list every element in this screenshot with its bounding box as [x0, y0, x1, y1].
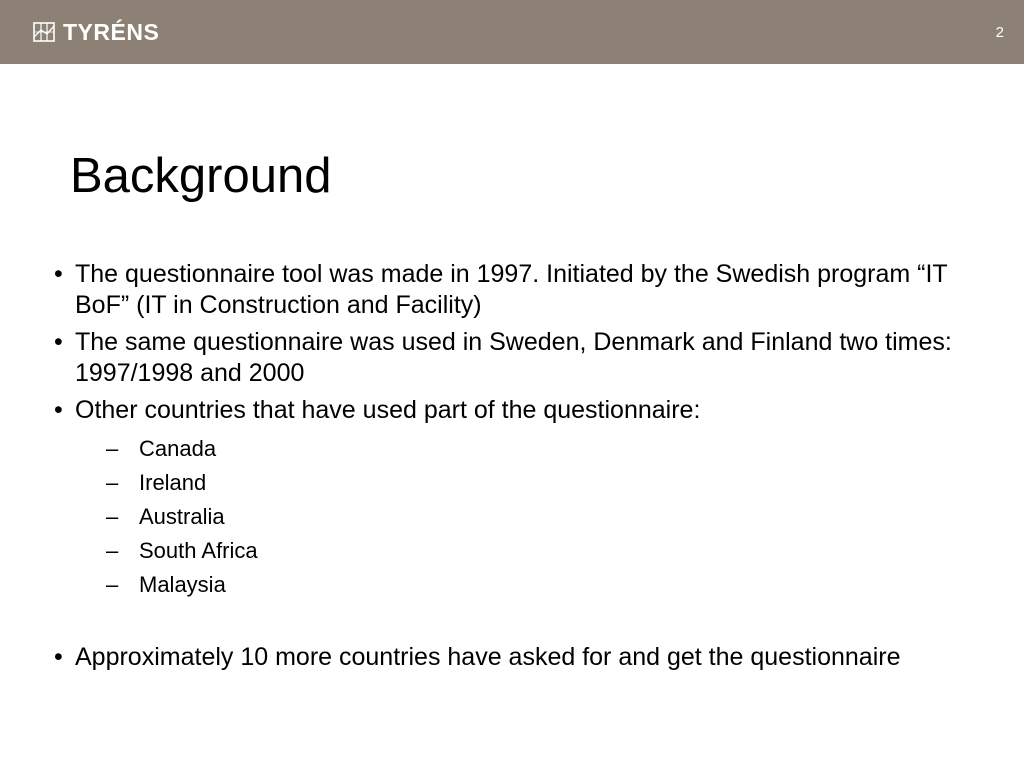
bullet-item: • Approximately 10 more countries have asked for and get the questionnaire — [54, 642, 974, 673]
slide-content — [54, 259, 974, 679]
country-item: – Canada — [54, 432, 974, 466]
page-number: 2 — [995, 24, 1004, 41]
slide-title: Background — [70, 149, 332, 203]
bullet-item: • The same questionnaire was used in Sweden, Denmark and Finland two times: 1997/1998 and 2000 — [54, 327, 974, 389]
bullet-item: • Other countries that have used part of the questionnaire: — [54, 395, 974, 426]
bullet-item: • The questionnaire tool was made in 1997. Initiated by the Swedish program “IT BoF” (IT in Construction and Facility) — [54, 259, 974, 321]
company-logo — [33, 20, 159, 44]
country-item: – Malaysia — [54, 568, 974, 602]
country-item: – Australia — [54, 500, 974, 534]
country-item: – Ireland — [54, 466, 974, 500]
tyrens-logo-mark-icon — [33, 20, 57, 44]
country-item: – South Africa — [54, 534, 974, 568]
country-list — [54, 432, 974, 602]
header-bar — [0, 0, 1024, 64]
logo-text: TYRÉNS — [63, 19, 160, 45]
